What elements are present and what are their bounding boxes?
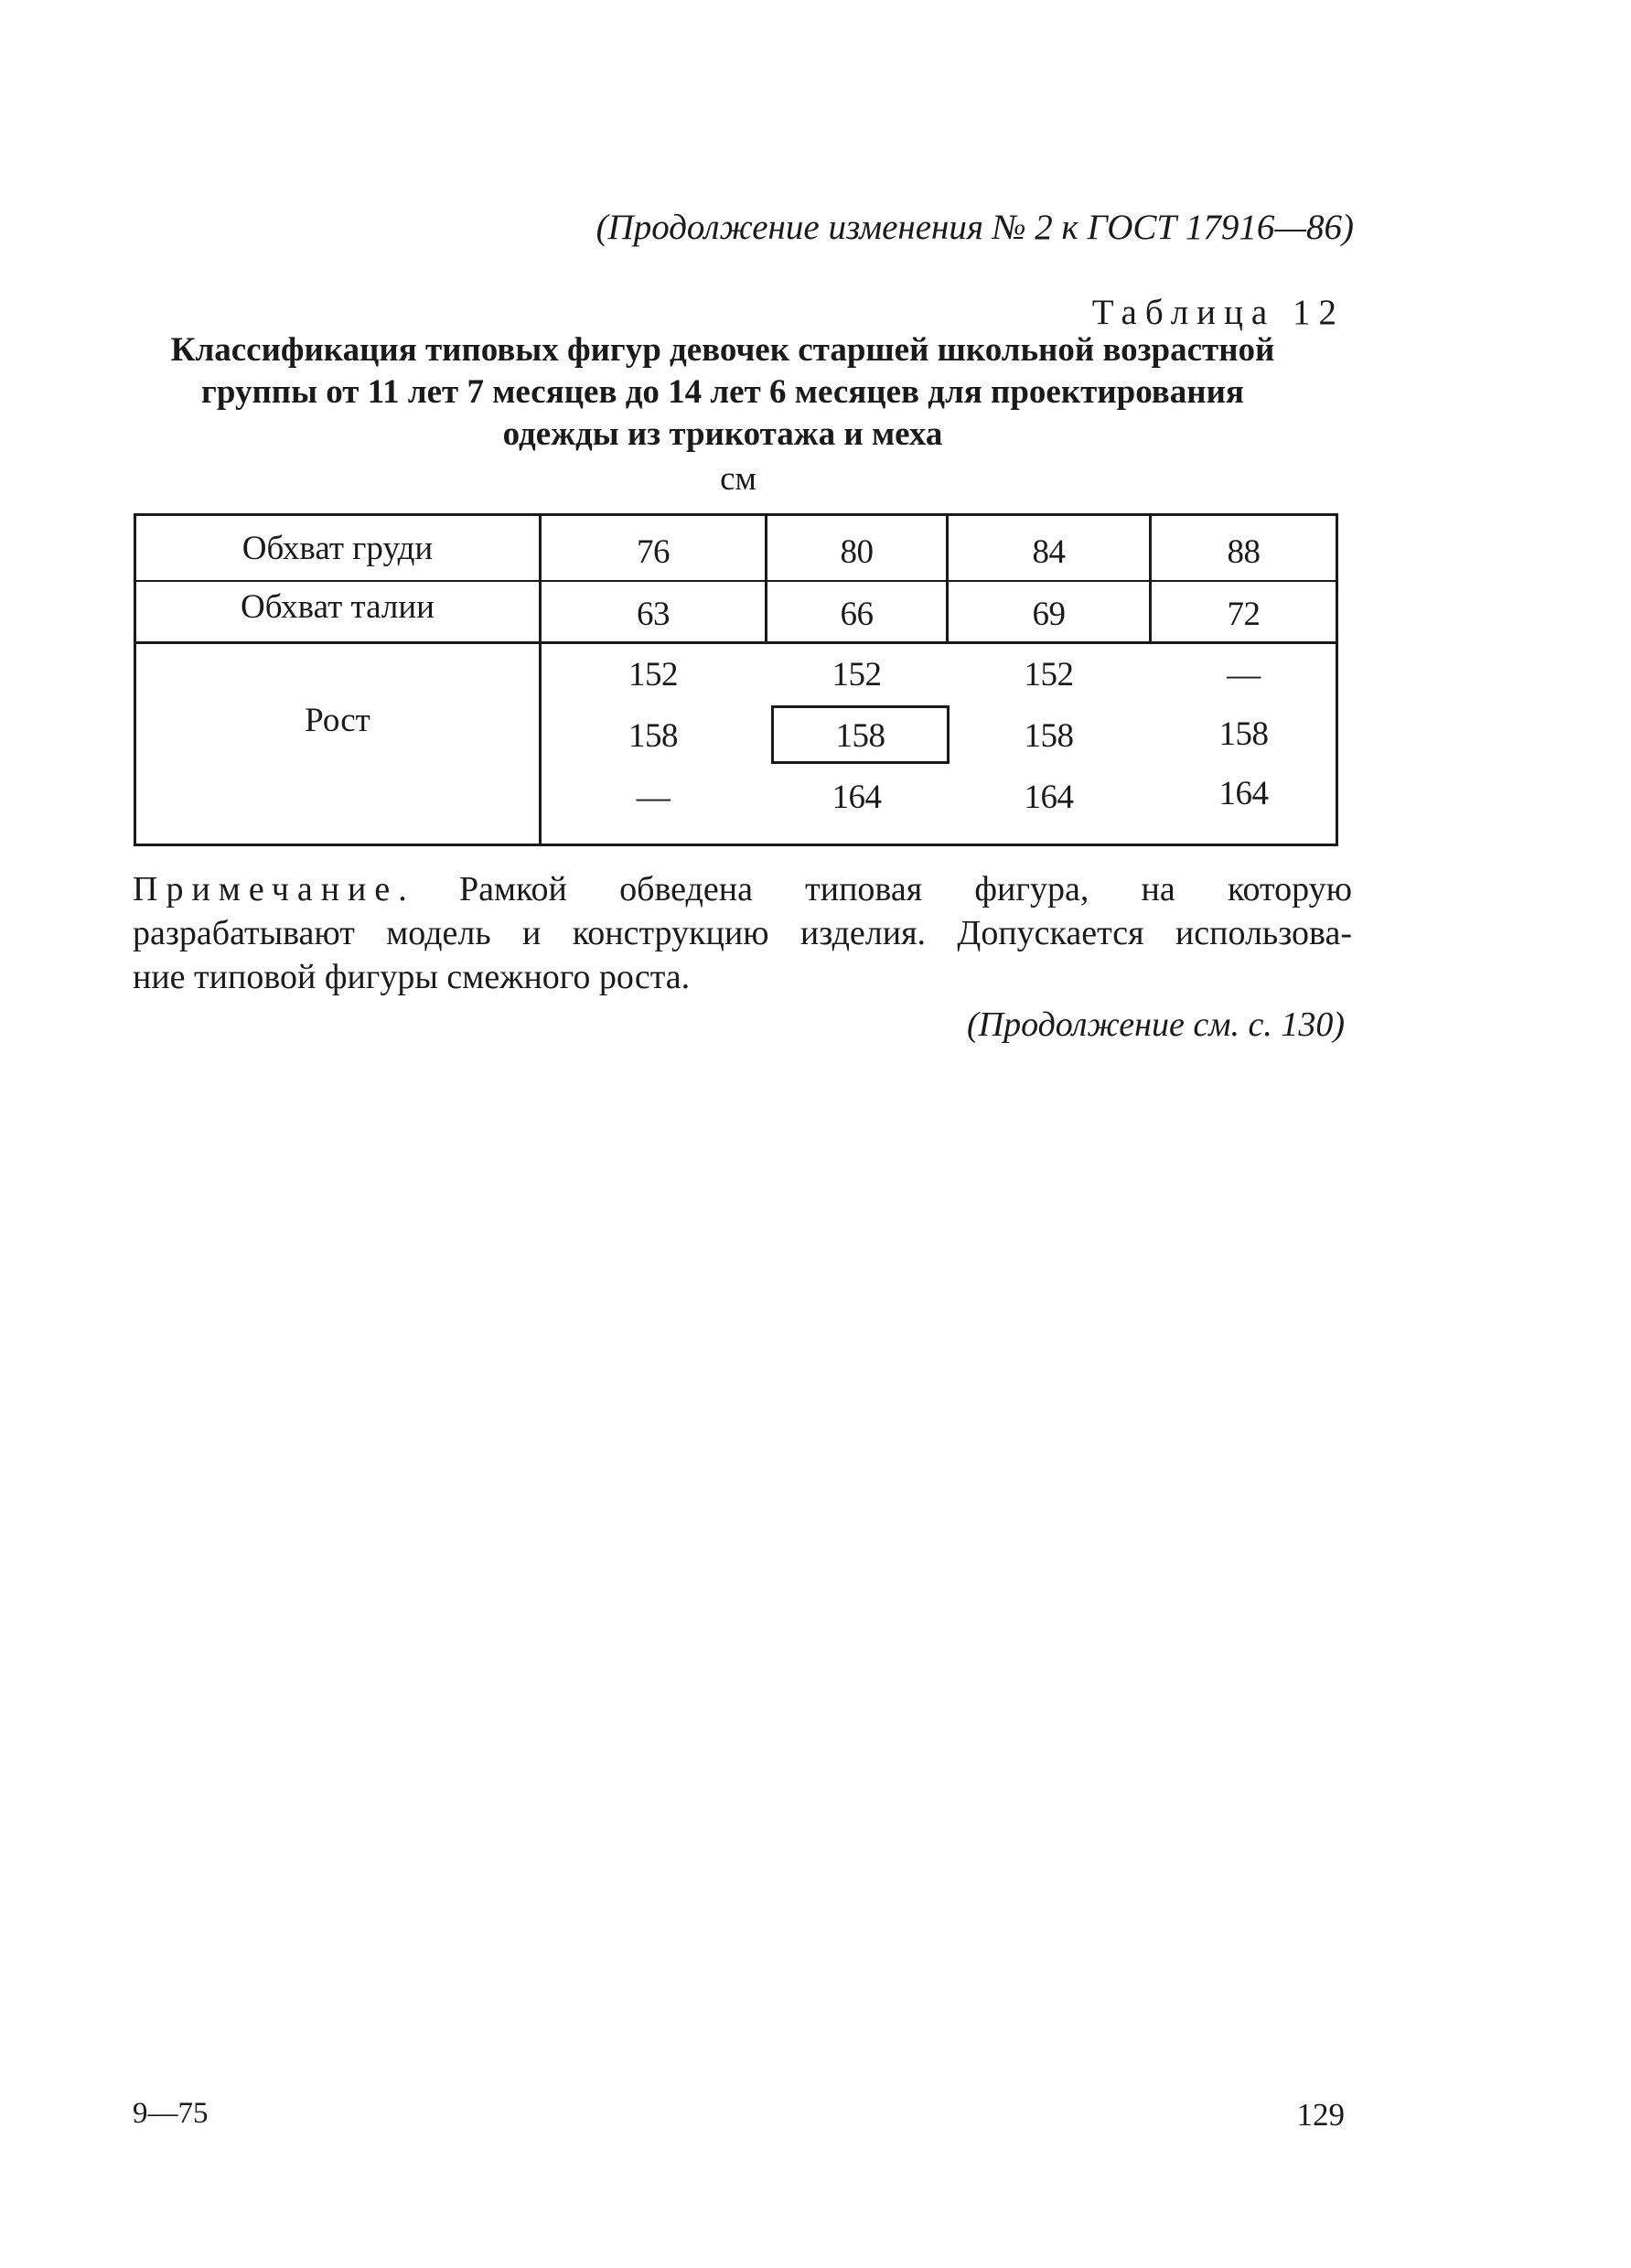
row-label-waist: Обхват талии (241, 588, 435, 626)
table-cell: 69 (1032, 596, 1066, 633)
table-cell: 80 (840, 533, 874, 571)
note-line: разрабатывают модель и конструкцию изделия. Допускается использова- (133, 914, 1352, 952)
row-divider-chest (134, 580, 1338, 582)
table-number: Таблица 12 (1091, 293, 1345, 332)
table-cell: 152 (832, 656, 882, 693)
table-cell: 63 (637, 596, 670, 633)
table-cell: 158 (1024, 717, 1074, 755)
table-cell-highlighted: 158 (835, 717, 885, 755)
page-code: 9—75 (133, 2097, 209, 2130)
continuation-header: (Продолжение изменения № 2 к ГОСТ 17916—86) (596, 208, 1354, 247)
table-note (133, 867, 1352, 999)
table-cell: 164 (1024, 779, 1074, 816)
table-cell: 152 (628, 656, 678, 693)
table-cell: 164 (832, 779, 882, 816)
table-border-top (134, 513, 1338, 516)
table-cell: 72 (1227, 596, 1261, 633)
row-label-height: Рост (305, 702, 370, 739)
note-line (133, 867, 1352, 911)
table-border-bottom (134, 844, 1338, 846)
continuation-footer: (Продолжение см. с. 130) (966, 1005, 1345, 1044)
table-cell: 88 (1227, 533, 1261, 571)
table-cell: 66 (840, 596, 874, 633)
table-cell: — (1227, 656, 1261, 693)
table-cell: 158 (1218, 715, 1269, 753)
row-label-chest: Обхват груди (241, 530, 434, 567)
table-cell: 76 (637, 533, 670, 571)
note-label: Примечание (133, 870, 399, 908)
table-cell: 84 (1032, 533, 1066, 571)
table-cell: 164 (1218, 775, 1269, 812)
table-title-line: группы от 11 лет 7 месяцев до 14 лет 6 месяцев для проектирования (201, 373, 1244, 411)
table-border-right (1336, 513, 1338, 846)
table-cell: 158 (628, 717, 678, 755)
table-title-line: Классификация типовых фигур девочек старшей школьной возрастной (170, 331, 1275, 369)
page-number: 129 (1296, 2097, 1345, 2133)
typical-figure-frame (771, 705, 950, 764)
unit-label: см (720, 460, 756, 498)
note-text: . Рамкой обведена типовая фигура, на которую (398, 870, 1352, 908)
table-cell: 152 (1024, 656, 1074, 693)
table-cell: — (636, 779, 671, 816)
table-title (137, 329, 1308, 456)
note-line: ние типовой фигуры смежного роста. (133, 958, 691, 996)
table-title-line: одежды из трикотажа и меха (502, 415, 943, 453)
row-divider-waist (134, 641, 1338, 644)
